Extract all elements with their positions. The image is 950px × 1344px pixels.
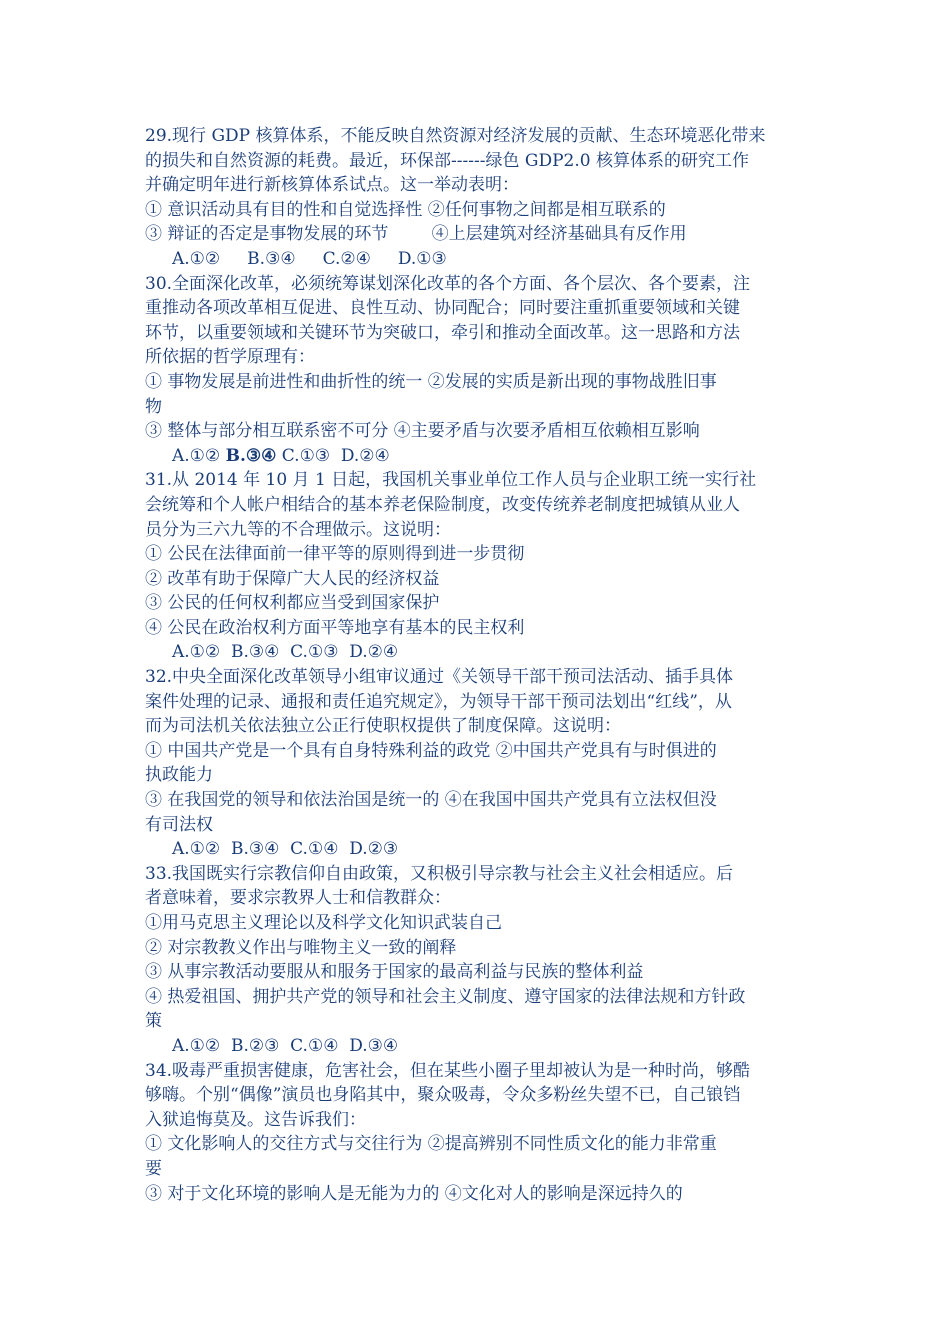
question-29 (145, 124, 815, 272)
option-line: 有司法权 (145, 814, 213, 835)
question-text-line: 34.吸毒严重损害健康，危害社会，但在某些小圈子里却被认为是一种时尚，够酷 (145, 1060, 751, 1081)
option-line: ③ 在我国党的领导和依法治国是统一的 ④在我国中国共产党具有立法权但没 (145, 790, 717, 811)
option-line: ② 改革有助于保障广大人民的经济权益 (145, 568, 440, 589)
option-line: 要 (145, 1158, 162, 1179)
question-text-line: 会统筹和个人帐户相结合的基本养老保险制度，改变传统养老制度把城镇从业人 (145, 494, 740, 515)
option-line: ④ 公民在政治权利方面平等地享有基本的民主权利 (145, 617, 525, 638)
option-line: ① 文化影响人的交往方式与交往行为 ②提高辨别不同性质文化的能力非常重 (145, 1134, 717, 1155)
question-text-line: 者意味着，要求宗教界人士和信教群众： (145, 888, 451, 909)
question-text-line: 够嗨。个别“偶像”演员也身陷其中，聚众吸毒，令众多粉丝失望不已，自己锒铛 (145, 1085, 741, 1106)
question-text-line: 31.从 2014 年 10 月 1 日起，我国机关事业单位工作人员与企业职工统一实行社 (145, 470, 757, 491)
question-text-line: 入狱追悔莫及。这告诉我们： (145, 1109, 366, 1130)
question-text-line: 环节，以重要领域和关键环节为突破口，牵引和推动全面改革。这一思路和方法 (145, 322, 740, 343)
question-text-line: 32.中央全面深化改革领导小组审议通过《关领导干部干预司法活动、插手具体 (145, 667, 734, 688)
option-line: ③ 从事宗教活动要服从和服务于国家的最高利益与民族的整体利益 (145, 962, 644, 983)
question-text-line: 33.我国既实行宗教信仰自由政策，又积极引导宗教与社会主义社会相适应。后 (145, 863, 734, 884)
question-text-line: 并确定明年进行新核算体系试点。这一举动表明： (145, 175, 519, 196)
option-line: ①用马克思主义理论以及科学文化知识武装自己 (145, 913, 502, 933)
option-line: ④ 热爱祖国、拥护共产党的领导和社会主义制度、遵守国家的法律法规和方针政 (145, 986, 746, 1007)
question-34 (145, 1059, 815, 1207)
option-line: 执政能力 (145, 765, 213, 786)
answer-choices: A.①② B.③④ C.②④ D.①③ (172, 248, 447, 269)
option-line: ① 事物发展是前进性和曲折性的统一 ②发展的实质是新出现的事物战胜旧事 (145, 371, 717, 392)
question-33 (145, 862, 815, 1059)
option-line: ③ 辩证的否定是事物发展的环节 ④上层建筑对经济基础具有反作用 (145, 224, 687, 245)
question-text-line: 重推动各项改革相互促进、良性互动、协同配合；同时要注重抓重要领域和关键 (145, 298, 740, 319)
answer-choices: A.①② B.③④ C.①④ D.②③ (172, 839, 399, 860)
question-text-line: 案件处理的记录、通报和责任追究规定》，为领导干部干预司法划出“红线”，从 (145, 691, 732, 712)
option-line: ① 中国共产党是一个具有自身特殊利益的政党 ②中国共产党具有与时俱进的 (145, 740, 717, 761)
answer-choices: A.①② B.③④ C.①③ D.②④ (172, 642, 399, 663)
exam-page (145, 124, 815, 1206)
question-text-line: 29.现行 GDP 核算体系，不能反映自然资源对经济发展的贡献、生态环境恶化带来 (145, 126, 766, 146)
option-line: ① 意识活动具有目的性和自觉选择性 ②任何事物之间都是相互联系的 (145, 199, 666, 220)
answer-choice-b-bold: B.③④ (225, 445, 277, 466)
question-text-line: 而为司法机关依法独立公正行使职权提供了制度保障。这说明： (145, 716, 621, 737)
answer-choices-rest: C.①③ D.②④ (276, 445, 390, 466)
option-line: 物 (145, 396, 162, 417)
option-line: ② 对宗教教义作出与唯物主义一致的阐释 (145, 937, 457, 958)
question-32 (145, 665, 815, 862)
option-line: ① 公民在法律面前一律平等的原则得到进一步贯彻 (145, 544, 525, 565)
option-line: ③ 公民的任何权利都应当受到国家保护 (145, 593, 440, 614)
option-line: ③ 整体与部分相互联系密不可分 ④主要矛盾与次要矛盾相互依赖相互影响 (145, 421, 700, 442)
answer-choices (145, 444, 815, 469)
question-31 (145, 468, 815, 665)
answer-choice-a: A.①② (172, 445, 226, 466)
question-text-line: 30.全面深化改革，必须统筹谋划深化改革的各个方面、各个层次、各个要素，注 (145, 273, 751, 294)
question-text-line: 员分为三六九等的不合理做示。这说明： (145, 519, 451, 540)
option-line: 策 (145, 1011, 162, 1032)
option-line: ③ 对于文化环境的影响人是无能为力的 ④文化对人的影响是深远持久的 (145, 1183, 683, 1204)
question-text-line: 所依据的哲学原理有： (145, 347, 315, 368)
question-30 (145, 272, 815, 469)
answer-choices: A.①② B.②③ C.①④ D.③④ (172, 1035, 399, 1056)
question-text-line: 的损失和自然资源的耗费。最近，环保部------绿色 GDP2.0 核算体系的研究工作 (145, 150, 749, 171)
